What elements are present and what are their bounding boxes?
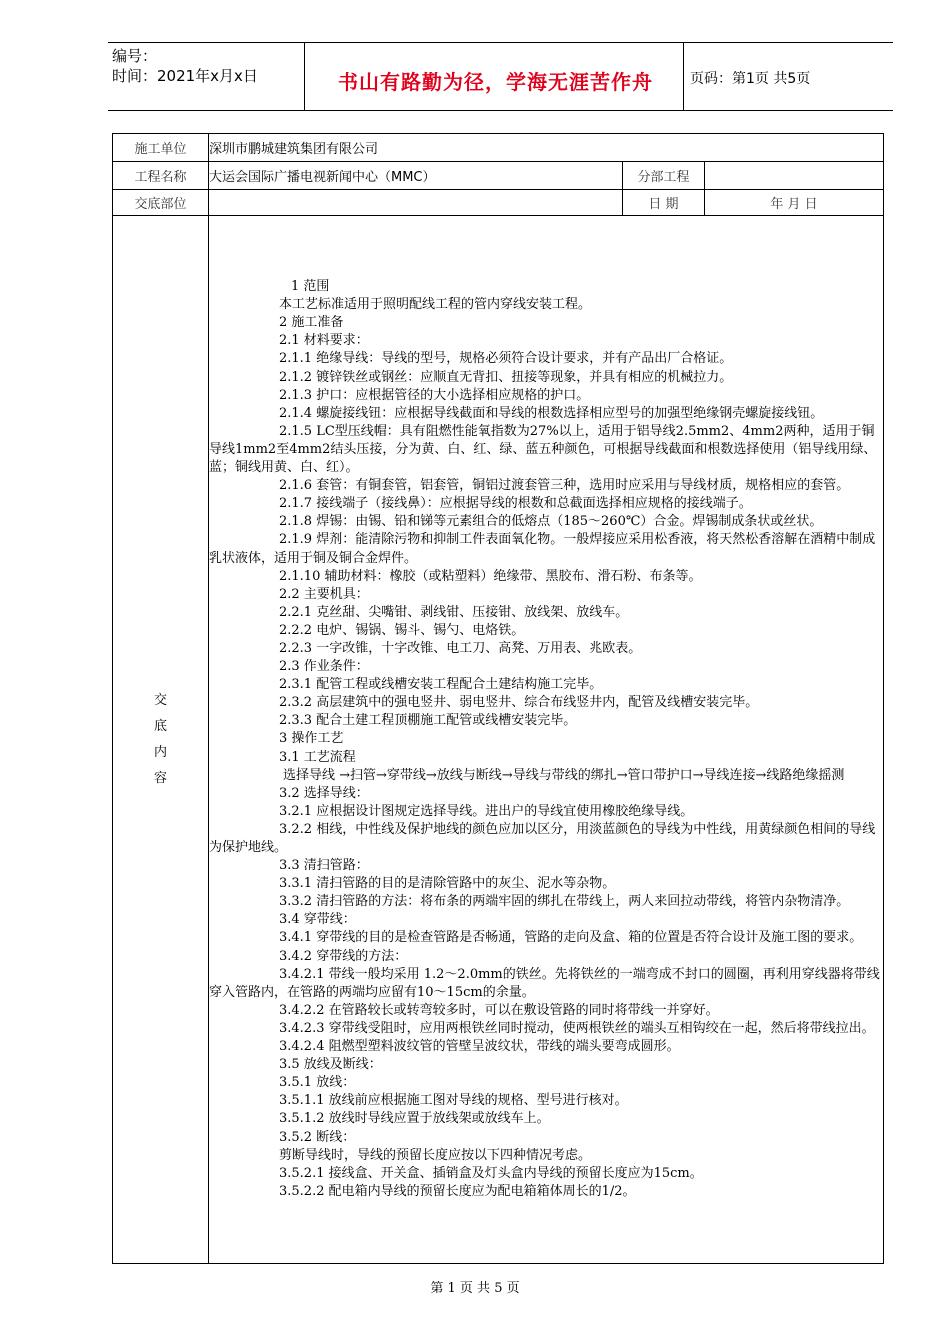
header-meta <box>112 46 258 86</box>
unit-value: 深圳市鹏城建筑集团有限公司 <box>209 134 884 162</box>
content-paragraph: 3.4.2.3 穿带线受阻时，应用两根铁丝同时搅动，使两根铁丝的端头互相钩绞在一起，然后将带线拉出。 <box>279 1020 875 1036</box>
header-bottom-rule <box>108 110 893 111</box>
page-header <box>108 42 893 112</box>
content-paragraph: 3.5.2.2 配电箱内导线的预留长度应为配电箱箱体周长的1/2。 <box>279 1183 636 1199</box>
table-row <box>113 190 884 216</box>
sub-project-value <box>705 162 884 190</box>
content-paragraph: 2.1.7 接线端子（接线鼻）：应根据导线的根数和总截面选择相应规格的接线端子。 <box>279 496 752 512</box>
page-footer: 第 1 页 共 5 页 <box>430 1281 520 1296</box>
side-char: 底 <box>153 718 167 734</box>
content-paragraph: 3.5.2.1 接线盒、开关盒、插销盒及灯头盒内导线的预留长度应为15cm。 <box>279 1165 703 1181</box>
content-paragraph: 3.2.2 相线，中性线及保护地线的颜色应加以区分，用淡蓝颜色的导线为中性线，用黄绿颜色相间的导线为保护地线。 <box>209 821 876 856</box>
page-number-label: 页码：第1页 共5页 <box>690 71 811 87</box>
header-top-rule <box>108 42 893 43</box>
part-value <box>209 190 623 216</box>
content-paragraph: 2.1.5 LC型压线帽：具有阻燃性能氧指数为27%以上，适用于铝导线2.5mm2、4mm2两种，适用于铜导线1mm2至4mm2结头压接，分为黄、白、红、绿、蓝五种颜色，可根据导线截面和根数选择使用（铝导线用绿、蓝；铜线用黄、白、红）。 <box>209 423 877 476</box>
content-paragraph: 2.3.1 配管工程或线槽安装工程配合土建结构施工完毕。 <box>279 677 603 693</box>
content-paragraph: 3.1 工艺流程 <box>279 749 356 765</box>
sub-project-label: 分部工程 <box>623 162 705 190</box>
content-paragraph: 3.4.2.4 阻燃型塑料波纹管的管壁呈波纹状，带线的端头要弯成圆形。 <box>279 1039 680 1055</box>
content-paragraph: 本工艺标准适用于照明配线工程的管内穿线安装工程。 <box>279 297 592 313</box>
table-row <box>113 162 884 190</box>
table-row <box>113 134 884 162</box>
table-row <box>113 216 884 1264</box>
unit-label: 施工单位 <box>113 134 209 162</box>
content-paragraph: 2.3 作业条件： <box>279 659 369 675</box>
content-paragraph: 3.4.2.2 在管路较长或转弯较多时，可以在敷设管路的同时将带线一并穿好。 <box>279 1002 719 1018</box>
content-paragraph: 2.1.1 绝缘导线：导线的型号，规格必须符合设计要求，并有产品出厂合格证。 <box>279 351 733 367</box>
content-paragraph: 选择导线 →扫管→穿带线→放线与断线→导线与带线的绑扎→管口带护口→导线连接→线路绝缘摇测 <box>283 767 845 783</box>
content-paragraph: 3.5.1.2 放线时导线应置于放线架或放线车上。 <box>279 1111 550 1127</box>
content-paragraph: 2.1.2 镀锌铁丝或钢丝：应顺直无背扣、扭接等现象，并具有相应的机械拉力。 <box>279 369 733 385</box>
motto: 书山有路勤为径，学海无涯苦作舟 <box>338 70 653 94</box>
content-paragraph: 2.1 材料要求： <box>279 333 369 349</box>
content-paragraph: 2.1.4 螺旋接线钮：应根据导线截面和导线的根数选择相应型号的加强型绝缘钢壳螺旋接线钮。 <box>279 405 824 421</box>
content-paragraph: 3.2.1 应根据设计图规定选择导线。进出户的导线宜使用橡胶绝缘导线。 <box>279 803 694 819</box>
content-paragraph: 3.3.2 清扫管路的方法：将布条的两端牢固的绑扎在带线上，两人来回拉动带线，将管内杂物清净。 <box>279 894 850 910</box>
content-paragraph: 3.4.1 穿带线的目的是检查管路是否畅通，管路的走向及盒、箱的位置是否符合设计及施工图的要求。 <box>279 930 863 946</box>
content-paragraph: 2 施工准备 <box>279 315 344 331</box>
content-paragraph: 3.4.2.1 带线一般均采用 1.2～2.0mm的铁丝。先将铁丝的一端弯成不封口的圆圈，再利用穿线器将带线穿入管路内，在管路的两端均应留有10～15cm的余量。 <box>209 966 880 1000</box>
project-label: 工程名称 <box>113 162 209 190</box>
content-paragraph: 2.1.10 辅助材料：橡胶（或粘塑料）绝缘带、黑胶布、滑石粉、布条等。 <box>279 568 702 584</box>
content-paragraph: 3 操作工艺 <box>279 731 344 747</box>
content-paragraph: 2.1.9 焊剂：能清除污物和抑制工件表面氧化物。一般焊接应采用松香液，将天然松香溶解在酒精中制成乳状液体，适用于铜及铜合金焊件。 <box>209 532 876 566</box>
content-paragraph: 2.2.3 一字改锥，十字改锥、电工刀、高凳、万用表、兆欧表。 <box>279 640 642 656</box>
content-paragraph: 剪断导线时，导线的预留长度应按以下四种情况考虑。 <box>279 1147 592 1163</box>
serial-label: 编号： <box>112 47 158 65</box>
content-paragraph: 1 范围 <box>291 279 330 295</box>
content-paragraph: 3.5.1.1 放线前应根据施工图对导线的规格、型号进行核对。 <box>279 1093 628 1109</box>
project-value: 大运会国际广播电视新闻中心（MMC） <box>209 162 623 190</box>
date-field-value: 年 月 日 <box>705 190 884 216</box>
content-paragraph: 3.5 放线及断线： <box>279 1057 382 1073</box>
side-char: 交 <box>153 692 167 708</box>
date-label: 时间：2021年x月x日 <box>112 67 258 85</box>
content-paragraph: 3.5.2 断线： <box>279 1129 356 1145</box>
side-char: 容 <box>153 770 167 786</box>
date-field-label: 日 期 <box>623 190 705 216</box>
content-paragraph: 3.3 清扫管路： <box>279 858 369 874</box>
header-divider <box>304 42 305 111</box>
content-paragraph: 3.5.1 放线： <box>279 1075 356 1091</box>
content-paragraph: 2.1.6 套管：有铜套管，铝套管，铜铝过渡套管三种，选用时应采用与导线材质，规格相应的套管。 <box>279 478 850 494</box>
content-paragraph: 2.2 主要机具： <box>279 586 369 602</box>
content-paragraph: 2.2.1 克丝甜、尖嘴钳、剥线钳、压接钳、放线架、放线车。 <box>279 604 629 620</box>
content-paragraph: 3.4.2 穿带线的方法： <box>279 948 408 964</box>
content-paragraph: 2.1.3 护口：应根据管径的大小选择相应规格的护口。 <box>279 387 590 403</box>
content-paragraph: 2.1.8 焊锡：由锡、铅和锑等元素组合的低熔点（185～260℃）合金。焊锡制成条状或丝状。 <box>279 514 823 530</box>
content-paragraph: 2.3.2 高层建筑中的强电竖井、弱电竖井、综合布线竖井内，配管及线槽安装完毕。 <box>279 695 759 711</box>
content-paragraph: 3.2 选择导线： <box>279 785 369 801</box>
disclosure-content <box>209 216 884 1264</box>
content-paragraph: 3.3.1 清扫管路的目的是清除管路中的灰尘、泥水等杂物。 <box>279 876 616 892</box>
side-char: 内 <box>153 744 167 760</box>
content-paragraph: 2.2.2 电炉、锡锅、锡斗、锡勺、电烙铁。 <box>279 622 525 638</box>
part-label: 交底部位 <box>113 190 209 216</box>
side-label <box>113 216 209 1264</box>
disclosure-table <box>112 133 884 1264</box>
header-divider <box>683 42 684 111</box>
content-paragraph: 2.3.3 配合土建工程顶棚施工配管或线槽安装完毕。 <box>279 713 577 729</box>
content-paragraph: 3.4 穿带线： <box>279 912 356 928</box>
